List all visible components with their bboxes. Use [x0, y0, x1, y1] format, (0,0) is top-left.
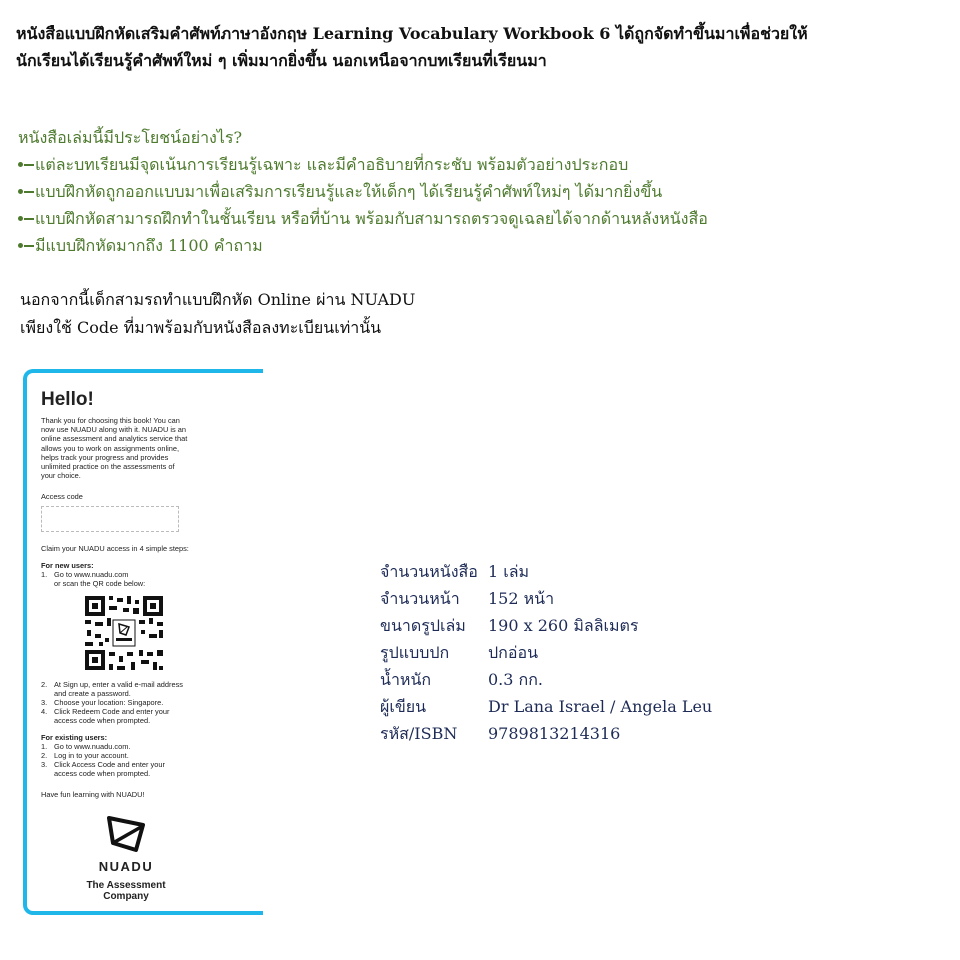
spec-row [380, 666, 780, 693]
page-hello-heading: Hello! [41, 389, 94, 410]
intro-paragraph [16, 20, 936, 74]
step-number: 2. [41, 751, 48, 761]
spec-value: 190 x 260 มิลลิเมตร [488, 616, 639, 635]
step-number: 4. [41, 707, 48, 717]
step-line: Click Access Code and enter your [54, 760, 165, 770]
step-line: access code when prompted. [54, 716, 151, 726]
spec-row [380, 720, 780, 747]
benefits-section [18, 124, 938, 259]
spec-value: 0.3 กก. [488, 670, 543, 689]
benefit-item [18, 232, 938, 259]
benefit-text: แบบฝึกหัดสามารถฝึกทำในชั้นเรียน หรือที่บ้าน พร้อมกับสามารถตรวจดูเฉลยได้จากด้านหลังหนังสือ [35, 209, 708, 228]
step-line: Choose your location: Singapore. [54, 698, 164, 708]
step-item [41, 742, 237, 751]
online-line: นอกจากนี้เด็กสามรถทำแบบฝึกหัด Online ผ่าน NUADU [20, 290, 416, 309]
benefit-text: มีแบบฝึกหัดมากถึง 1100 คำถาม [35, 236, 263, 255]
spec-label: จำนวนหนังสือ [380, 562, 478, 581]
step-item [41, 680, 237, 698]
nuadu-logo-icon [103, 815, 149, 853]
spec-label: รูปแบบปก [380, 643, 450, 662]
step-item [41, 698, 237, 707]
page-intro-line: allows you to work on assignments online, [41, 443, 180, 453]
page-intro-text [41, 416, 237, 480]
intro-line: หนังสือแบบฝึกหัดเสริมคำศัพท์ภาษาอังกฤษ Learning Vocabulary Workbook 6 ได้ถูกจัดทำขึ้นมาเพื่อช่วยให้ [16, 24, 808, 43]
existing-users-heading: For existing users: [41, 733, 108, 743]
spec-value: 152 หน้า [488, 589, 555, 608]
step-item [41, 707, 237, 725]
nuadu-tagline [41, 880, 211, 902]
spec-value: ปกอ่อน [488, 643, 538, 662]
bullet-icon [18, 184, 34, 200]
new-user-steps [41, 680, 237, 725]
spec-row [380, 612, 780, 639]
spec-label: ขนาดรูปเล่ม [380, 616, 466, 635]
spec-row [380, 693, 780, 720]
online-line: เพียงใช้ Code ที่มาพร้อมกับหนังสือลงทะเบียนเท่านั้น [20, 318, 382, 337]
benefit-text: แบบฝึกหัดถูกออกแบบมาเพื่อเสริมการเรียนรู้และให้เด็กๆ ได้เรียนรู้คำศัพท์ใหม่ๆ ได้มากยิ่งขึ้น [35, 182, 663, 201]
spec-label: รหัส/ISBN [380, 724, 458, 743]
nuadu-wordmark: NUADU [98, 859, 154, 875]
step-number: 3. [41, 698, 48, 708]
online-note [20, 286, 920, 342]
have-fun-text: Have fun learning with NUADU! [41, 790, 145, 800]
new-users-heading: For new users: [41, 561, 94, 571]
benefit-text: แต่ละบทเรียนมีจุดเน้นการเรียนรู้เฉพาะ และมีคำอธิบายที่กระชับ พร้อมตัวอย่างประกอบ [35, 155, 629, 174]
bullet-icon [18, 238, 34, 254]
qr-code-icon [83, 594, 165, 672]
step-number: 3. [41, 760, 48, 770]
tagline-line: The Assessment [86, 880, 166, 892]
step-item [41, 751, 237, 760]
benefits-heading: หนังสือเล่มนี้มีประโยชน์อย่างไร? [18, 128, 243, 147]
step-line: access code when prompted. [54, 769, 151, 779]
bullet-icon [18, 211, 34, 227]
page-intro-line: helps track your progress and provides [41, 452, 169, 462]
step-line: Click Redeem Code and enter your [54, 707, 170, 717]
step-item [41, 760, 237, 778]
page-intro-line: your choice. [41, 471, 81, 481]
page-intro-line: online assessment and analytics service that [41, 434, 188, 444]
access-code-label: Access code [41, 492, 83, 502]
benefit-item [18, 151, 938, 178]
step-number: 1. [41, 742, 48, 752]
step-line: At Sign up, enter a valid e-mail address [54, 680, 183, 690]
spec-table [380, 558, 780, 747]
tagline-line: Company [103, 891, 149, 903]
book-page-image [23, 369, 263, 915]
page-intro-line: now use NUADU along with it. NUADU is an [41, 425, 186, 435]
spec-label: น้ำหนัก [380, 670, 432, 689]
new-user-step: 1. Go to www.nuadu.com or scan the QR code below: [41, 570, 237, 588]
benefit-item [18, 205, 938, 232]
spec-label: ผู้เขียน [380, 697, 427, 716]
step-line: and create a password. [54, 689, 131, 699]
spec-row [380, 585, 780, 612]
bullet-icon [18, 157, 34, 173]
step-line: Go to www.nuadu.com [54, 570, 129, 580]
spec-value: 1 เล่ม [488, 562, 530, 581]
spec-label: จำนวนหน้า [380, 589, 460, 608]
page-intro-line: Thank you for choosing this book! You can [41, 416, 180, 425]
step-number: 2. [41, 680, 48, 690]
step-line: or scan the QR code below: [54, 579, 146, 589]
access-code-box [41, 506, 179, 532]
claim-text: Claim your NUADU access in 4 simple steps: [41, 544, 189, 554]
intro-line: นักเรียนได้เรียนรู้คำศัพท์ใหม่ ๆ เพิ่มมากยิ่งขึ้น นอกเหนือจากบทเรียนที่เรียนมา [16, 51, 547, 70]
spec-value: 9789813214316 [488, 724, 621, 743]
page-intro-line: unlimited practice on the assessments of [41, 462, 175, 472]
spec-row [380, 639, 780, 666]
step-line: Log in to your account. [54, 751, 129, 761]
existing-user-steps [41, 742, 237, 778]
benefit-item [18, 178, 938, 205]
step-line: Go to www.nuadu.com. [54, 742, 131, 752]
spec-row [380, 558, 780, 585]
spec-value: Dr Lana Israel / Angela Leu [488, 697, 713, 716]
